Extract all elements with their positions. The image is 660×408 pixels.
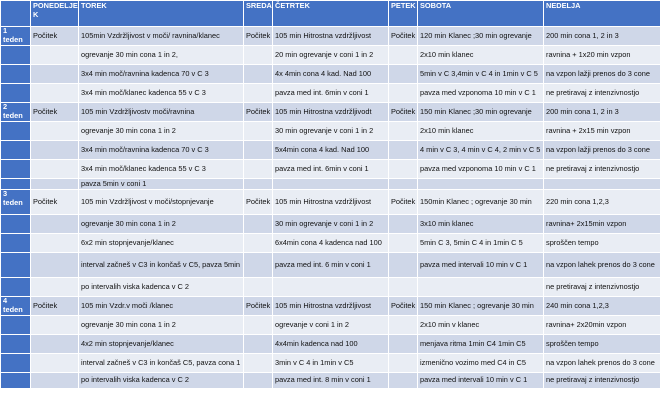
header-sunday: NEDELJA <box>544 1 660 27</box>
monday-cell <box>31 46 79 65</box>
table-row <box>1 122 660 141</box>
wednesday-cell <box>244 179 273 190</box>
wednesday-cell <box>244 215 273 234</box>
header-week <box>1 1 31 27</box>
friday-cell <box>389 65 418 84</box>
sunday-cell: ravnina+ 2x20min vzpon <box>544 316 660 335</box>
thursday-cell <box>273 179 389 190</box>
table-row <box>1 103 660 122</box>
monday-cell <box>31 253 79 278</box>
tuesday-cell: 4x2 min stopnjevanje/klanec <box>79 335 244 354</box>
friday-cell <box>389 373 418 389</box>
sunday-cell: 220 min cona 1,2,3 <box>544 190 660 215</box>
week-cell <box>1 46 31 65</box>
friday-cell <box>389 160 418 179</box>
table-row <box>1 84 660 103</box>
friday-cell <box>389 335 418 354</box>
thursday-cell: 105 min Hitrostna vzdržljivost <box>273 297 389 316</box>
table-row <box>1 27 660 46</box>
tuesday-cell: 3x4 min moč/ravnina kadenca 70 v C 3 <box>79 141 244 160</box>
thursday-cell: 105 min Hitrostna vzdržljivost <box>273 27 389 46</box>
week-cell <box>1 160 31 179</box>
saturday-cell: 2x10 min klanec <box>418 46 544 65</box>
sunday-cell: sproščen tempo <box>544 335 660 354</box>
friday-cell <box>389 84 418 103</box>
table-row <box>1 215 660 234</box>
sunday-cell: ne pretiravaj z intenzivnostjo <box>544 278 660 297</box>
friday-cell <box>389 179 418 190</box>
thursday-cell: 5x4min cona 4 kad. Nad 100 <box>273 141 389 160</box>
wednesday-cell <box>244 316 273 335</box>
thursday-cell: 3min v C 4 in 1min v C5 <box>273 354 389 373</box>
wednesday-cell <box>244 234 273 253</box>
wednesday-cell: Počitek <box>244 103 273 122</box>
saturday-cell: izmenično vozimo med C4 in C5 <box>418 354 544 373</box>
tuesday-cell: ogrevanje 30 min cona 1 in 2 <box>79 215 244 234</box>
friday-cell: Počitek <box>389 190 418 215</box>
tuesday-cell: pavza 5min v coni 1 <box>79 179 244 190</box>
friday-cell <box>389 354 418 373</box>
header-saturday: SOBOTA <box>418 1 544 27</box>
header-tuesday: TOREK <box>79 1 244 27</box>
week-cell: 2 teden <box>1 103 31 122</box>
monday-cell <box>31 122 79 141</box>
thursday-cell: 6x4min cona 4 kadenca nad 100 <box>273 234 389 253</box>
monday-cell <box>31 335 79 354</box>
table-row <box>1 316 660 335</box>
friday-cell: Počitek <box>389 103 418 122</box>
week-cell: 3 teden <box>1 190 31 215</box>
saturday-cell: 5min v C 3,4min v C 4 in 1min v C 5 <box>418 65 544 84</box>
thursday-cell: pavza med int. 8 min v coni 1 <box>273 373 389 389</box>
thursday-cell: 4x4min kadenca nad 100 <box>273 335 389 354</box>
table-row <box>1 373 660 389</box>
tuesday-cell: 105 min Vzdr.v moči /klanec <box>79 297 244 316</box>
table-row <box>1 335 660 354</box>
thursday-cell: 4x 4min cona 4 kad. Nad 100 <box>273 65 389 84</box>
saturday-cell: 120 min Klanec ;30 min ogrevanje <box>418 27 544 46</box>
monday-cell: Počitek <box>31 190 79 215</box>
week-cell: 4 teden <box>1 297 31 316</box>
sunday-cell: ravnina + 2x15 min vzpon <box>544 122 660 141</box>
sunday-cell: ravnina + 1x20 min vzpon <box>544 46 660 65</box>
table-row <box>1 46 660 65</box>
table-row <box>1 234 660 253</box>
monday-cell <box>31 234 79 253</box>
week-cell <box>1 335 31 354</box>
saturday-cell: pavza med vzponoma 10 min v C 1 <box>418 84 544 103</box>
wednesday-cell <box>244 373 273 389</box>
friday-cell <box>389 278 418 297</box>
table-row <box>1 253 660 278</box>
saturday-cell: 150 min Klanec ;30 min ogrevanje <box>418 103 544 122</box>
table-row <box>1 141 660 160</box>
wednesday-cell <box>244 65 273 84</box>
header-wednesday: SREDA <box>244 1 273 27</box>
tuesday-cell: interval začneš v C3 in končaš C5, pavza cona 1 <box>79 354 244 373</box>
sunday-cell: 200 min cona 1, 2 in 3 <box>544 103 660 122</box>
saturday-cell: 2x10 min klanec <box>418 122 544 141</box>
monday-cell <box>31 65 79 84</box>
week-cell <box>1 354 31 373</box>
tuesday-cell: interval začneš v C3 in končaš v C5, pavza 5min <box>79 253 244 278</box>
wednesday-cell <box>244 354 273 373</box>
sunday-cell: ne pretiravaj z intenzivnostjo <box>544 373 660 389</box>
wednesday-cell <box>244 253 273 278</box>
monday-cell <box>31 278 79 297</box>
wednesday-cell <box>244 160 273 179</box>
thursday-cell: 30 min ogrevanje v coni 1 in 2 <box>273 122 389 141</box>
wednesday-cell <box>244 278 273 297</box>
wednesday-cell <box>244 335 273 354</box>
monday-cell <box>31 316 79 335</box>
tuesday-cell: po intervalih viska kadenca v C 2 <box>79 373 244 389</box>
sunday-cell: na vzpon lahek prenos do 3 cone <box>544 253 660 278</box>
wednesday-cell: Počitek <box>244 190 273 215</box>
monday-cell <box>31 179 79 190</box>
week-cell <box>1 316 31 335</box>
saturday-cell: pavza med intervali 10 min v C 1 <box>418 373 544 389</box>
week-cell <box>1 84 31 103</box>
header-friday: PETEK <box>389 1 418 27</box>
schedule-body <box>1 27 660 389</box>
wednesday-cell <box>244 122 273 141</box>
wednesday-cell <box>244 46 273 65</box>
tuesday-cell: 105 min Vzdržljivostv moči/ravnina <box>79 103 244 122</box>
table-row <box>1 65 660 84</box>
friday-cell <box>389 122 418 141</box>
table-row <box>1 354 660 373</box>
wednesday-cell: Počitek <box>244 297 273 316</box>
week-cell <box>1 141 31 160</box>
saturday-cell: 150min Klanec ; ogrevanje 30 min <box>418 190 544 215</box>
table-row <box>1 297 660 316</box>
friday-cell: Počitek <box>389 297 418 316</box>
saturday-cell: 5min C 3, 5min C 4 in 1min C 5 <box>418 234 544 253</box>
sunday-cell: 240 min cona 1,2,3 <box>544 297 660 316</box>
monday-cell: Počitek <box>31 297 79 316</box>
table-row <box>1 190 660 215</box>
monday-cell <box>31 373 79 389</box>
tuesday-cell: 3x4 min moč/klanec kadenca 55 v C 3 <box>79 84 244 103</box>
tuesday-cell: ogrevanje 30 min cona 1 in 2 <box>79 316 244 335</box>
sunday-cell: sproščen tempo <box>544 234 660 253</box>
week-cell <box>1 373 31 389</box>
week-cell <box>1 65 31 84</box>
sunday-cell: na vzpon lažji prenos do 3 cone <box>544 141 660 160</box>
thursday-cell: 105 min Hitrostna vzdržljivost <box>273 190 389 215</box>
tuesday-cell: 105min Vzdržljivost v moči/ ravnina/klanec <box>79 27 244 46</box>
table-row <box>1 278 660 297</box>
week-cell <box>1 278 31 297</box>
thursday-cell: pavza med int. 6 min v coni 1 <box>273 253 389 278</box>
tuesday-cell: po intervalih viska kadenca v C 2 <box>79 278 244 297</box>
week-cell: 1 teden <box>1 27 31 46</box>
header-monday: PONEDELJE K <box>31 1 79 27</box>
saturday-cell: 150 min Klanec ; ogrevanje 30 min <box>418 297 544 316</box>
friday-cell: Počitek <box>389 27 418 46</box>
sunday-cell: na vzpon lahek prenos do 3 cone <box>544 354 660 373</box>
monday-cell <box>31 84 79 103</box>
tuesday-cell: ogrevanje 30 min cona 1 in 2, <box>79 46 244 65</box>
saturday-cell: 4 min v C 3, 4 min v C 4, 2 min v C 5 <box>418 141 544 160</box>
friday-cell <box>389 234 418 253</box>
saturday-cell: pavza med vzponoma 10 min v C 1 <box>418 160 544 179</box>
monday-cell <box>31 354 79 373</box>
table-row <box>1 179 660 190</box>
sunday-cell: ravnina+ 2x15min vzpon <box>544 215 660 234</box>
tuesday-cell: ogrevanje 30 min cona 1 in 2 <box>79 122 244 141</box>
monday-cell: Počitek <box>31 103 79 122</box>
monday-cell <box>31 141 79 160</box>
friday-cell <box>389 215 418 234</box>
tuesday-cell: 6x2 min stopnjevanje/klanec <box>79 234 244 253</box>
sunday-cell <box>544 179 660 190</box>
week-cell <box>1 234 31 253</box>
saturday-cell <box>418 278 544 297</box>
week-cell <box>1 253 31 278</box>
header-row <box>1 1 660 27</box>
saturday-cell <box>418 179 544 190</box>
tuesday-cell: 3x4 min moč/klanec kadenca 55 v C 3 <box>79 160 244 179</box>
wednesday-cell <box>244 84 273 103</box>
friday-cell <box>389 253 418 278</box>
monday-cell <box>31 160 79 179</box>
sunday-cell: na vzpon lažji prenos do 3 cone <box>544 65 660 84</box>
saturday-cell: 3x10 min klanec <box>418 215 544 234</box>
thursday-cell: 105 min Hitrostna vzdržljivodt <box>273 103 389 122</box>
thursday-cell: pavza med int. 6min v coni 1 <box>273 84 389 103</box>
week-cell <box>1 122 31 141</box>
tuesday-cell: 3x4 min moč/ravnina kadenca 70 v C 3 <box>79 65 244 84</box>
sunday-cell: 200 min cona 1, 2 in 3 <box>544 27 660 46</box>
thursday-cell: pavza med int. 6min v coni 1 <box>273 160 389 179</box>
saturday-cell: 2x10 min v klanec <box>418 316 544 335</box>
thursday-cell: 20 min ogrevanje v coni 1 in 2 <box>273 46 389 65</box>
header-thursday: ČETRTEK <box>273 1 389 27</box>
tuesday-cell: 105 min Vzdržljivost v moči/stopnjevanje <box>79 190 244 215</box>
friday-cell <box>389 316 418 335</box>
sunday-cell: ne pretiravaj z intenzivnostjo <box>544 84 660 103</box>
week-cell <box>1 179 31 190</box>
week-cell <box>1 215 31 234</box>
table-row <box>1 160 660 179</box>
wednesday-cell: Počitek <box>244 27 273 46</box>
monday-cell: Počitek <box>31 27 79 46</box>
friday-cell <box>389 141 418 160</box>
monday-cell <box>31 215 79 234</box>
thursday-cell: 30 min ogrevanje v coni 1 in 2 <box>273 215 389 234</box>
wednesday-cell <box>244 141 273 160</box>
sunday-cell: ne pretiravaj z intenzivnostjo <box>544 160 660 179</box>
thursday-cell: ogrevanje v coni 1 in 2 <box>273 316 389 335</box>
friday-cell <box>389 46 418 65</box>
thursday-cell <box>273 278 389 297</box>
saturday-cell: pavza med intervali 10 min v C 1 <box>418 253 544 278</box>
saturday-cell: menjava ritma 1min C4 1min C5 <box>418 335 544 354</box>
